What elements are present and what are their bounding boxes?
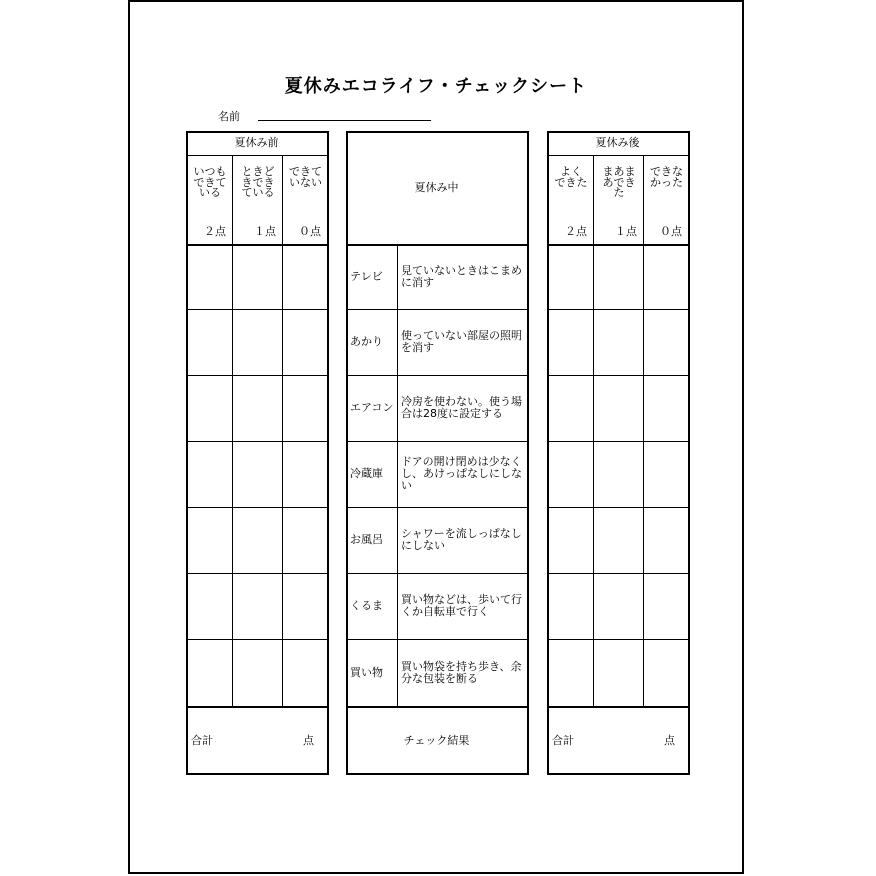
item-category: 買い物: [350, 665, 383, 679]
after-row-divider: [547, 309, 690, 310]
before-check-cell[interactable]: [188, 509, 231, 572]
item-action: 冷房を使わない。使う場合は28度に設定する: [401, 395, 522, 420]
before-header: 夏休み前: [234, 136, 279, 149]
after-total-label: 合計: [552, 734, 574, 747]
before-points-label: ２点: [204, 225, 226, 238]
after-points-label: ０点: [660, 225, 682, 238]
before-row-divider: [186, 507, 329, 508]
name-underline[interactable]: [258, 120, 431, 121]
after-total-field[interactable]: [587, 710, 658, 768]
check-result-label: チェック結果: [403, 734, 470, 747]
after-header: 夏休み後: [595, 136, 640, 149]
item-action: 買い物袋を持ち歩き、余分な包装を断る: [401, 659, 522, 685]
before-check-cell[interactable]: [284, 311, 326, 374]
after-header-divider: [547, 155, 690, 156]
item-category: 冷蔵庫: [350, 467, 383, 480]
item-action: シャワーを流しっぱなしにしない: [401, 527, 522, 552]
item-category: エアコン: [350, 401, 394, 414]
before-row-divider: [186, 375, 329, 376]
after-check-cell[interactable]: [549, 246, 592, 308]
before-points-label: ０点: [299, 225, 321, 238]
before-check-cell[interactable]: [234, 575, 281, 638]
after-check-cell[interactable]: [645, 377, 687, 440]
after-row-divider: [547, 441, 690, 442]
after-check-cell[interactable]: [645, 575, 687, 638]
before-row-divider: [186, 573, 329, 574]
before-column-label: できて いない: [289, 165, 322, 189]
before-column-label: ときど きでき ている: [241, 165, 275, 199]
item-action: 使っていない部屋の照明を消す: [401, 329, 522, 354]
before-row-divider: [186, 706, 329, 708]
after-row-divider: [547, 507, 690, 508]
after-check-cell[interactable]: [595, 575, 642, 638]
before-check-cell[interactable]: [234, 509, 281, 572]
before-check-cell[interactable]: [284, 377, 326, 440]
after-check-cell[interactable]: [595, 509, 642, 572]
item-category: テレビ: [350, 269, 383, 283]
after-column-divider: [593, 155, 594, 706]
before-check-cell[interactable]: [284, 641, 326, 705]
before-check-cell[interactable]: [188, 311, 231, 374]
item-action: ドアの開け閉めは少なくし、あけっぱなしにしない: [401, 455, 522, 492]
before-row-divider: [186, 309, 329, 310]
before-check-cell[interactable]: [188, 246, 231, 308]
after-check-cell[interactable]: [645, 641, 687, 705]
before-check-cell[interactable]: [284, 509, 326, 572]
item-action: 買い物などは、歩いて行くか自転車で行く: [401, 593, 522, 618]
before-header-divider: [186, 155, 329, 156]
middle-header: 夏休み中: [414, 181, 459, 194]
after-row-divider: [547, 375, 690, 376]
after-points-label: ２点: [565, 225, 587, 238]
after-check-cell[interactable]: [595, 311, 642, 374]
page-title: 夏休みエコライフ・チェックシート: [284, 76, 588, 97]
before-total-field[interactable]: [226, 710, 297, 768]
before-check-cell[interactable]: [188, 575, 231, 638]
after-row-divider: [547, 639, 690, 640]
before-total-label: 合計: [191, 734, 213, 747]
after-check-cell[interactable]: [549, 443, 592, 506]
item-category: お風呂: [350, 533, 383, 546]
before-check-cell[interactable]: [188, 443, 231, 506]
after-points-label: １点: [615, 225, 637, 238]
after-row-divider: [547, 706, 690, 708]
after-check-cell[interactable]: [595, 377, 642, 440]
after-column-label: よく できた: [554, 165, 588, 189]
before-check-cell[interactable]: [284, 575, 326, 638]
after-check-cell[interactable]: [645, 509, 687, 572]
middle-column-divider: [397, 244, 398, 706]
after-check-cell[interactable]: [549, 575, 592, 638]
before-check-cell[interactable]: [234, 443, 281, 506]
after-check-cell[interactable]: [595, 641, 642, 705]
before-check-cell[interactable]: [188, 377, 231, 440]
after-check-cell[interactable]: [595, 246, 642, 308]
item-category: くるま: [350, 599, 383, 612]
before-check-cell[interactable]: [234, 246, 281, 308]
after-check-cell[interactable]: [549, 641, 592, 705]
after-check-cell[interactable]: [645, 311, 687, 374]
after-check-cell[interactable]: [645, 443, 687, 506]
name-label: 名前: [218, 110, 240, 123]
after-check-cell[interactable]: [549, 311, 592, 374]
before-check-cell[interactable]: [284, 246, 326, 308]
before-column-divider: [282, 155, 283, 706]
item-action: 見ていないときはこまめに消す: [401, 263, 522, 289]
before-check-cell[interactable]: [234, 641, 281, 705]
after-total-unit: 点: [664, 734, 675, 747]
before-check-cell[interactable]: [234, 311, 281, 374]
before-points-label: １点: [254, 225, 276, 238]
after-check-cell[interactable]: [549, 509, 592, 572]
before-column-label: いつも できて いる: [193, 165, 227, 199]
before-row-divider: [186, 639, 329, 640]
before-check-cell[interactable]: [188, 641, 231, 705]
before-total-unit: 点: [303, 734, 314, 747]
after-column-label: まあま あでき た: [602, 165, 636, 199]
after-column-label: できな かった: [650, 165, 683, 189]
before-check-cell[interactable]: [234, 377, 281, 440]
after-check-cell[interactable]: [645, 246, 687, 308]
before-row-divider: [186, 441, 329, 442]
after-row-divider: [547, 573, 690, 574]
after-check-cell[interactable]: [595, 443, 642, 506]
before-column-divider: [232, 155, 233, 706]
item-category: あかり: [350, 335, 383, 348]
after-column-divider: [643, 155, 644, 706]
after-check-cell[interactable]: [549, 377, 592, 440]
before-check-cell[interactable]: [284, 443, 326, 506]
